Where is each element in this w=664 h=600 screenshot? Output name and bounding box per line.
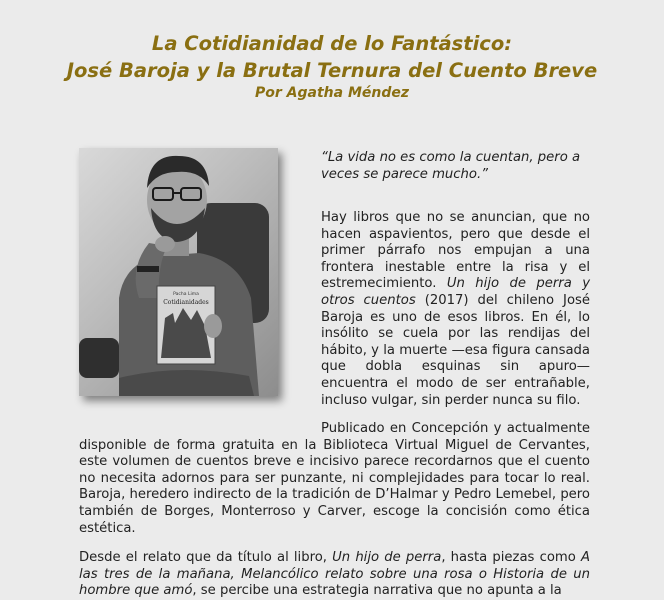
paragraph-1-book-title: Un hijo de perra y otros cuentos [321, 276, 590, 308]
article-title-line-2: José Baroja y la Brutal Ternura del Cuento Breve [66, 59, 598, 82]
photo-book-title-small: Pacha Lima [173, 292, 199, 297]
article-header [0, 30, 664, 102]
paragraph-3-story-title-1: Un hijo de perra [332, 550, 442, 565]
article-byline: Por Agatha Méndez [255, 85, 409, 101]
epigraph-quote: “La vida no es como la cuentan, pero a veces se parece mucho.” [321, 150, 581, 182]
paragraph-3-text-b: , hasta piezas como [441, 550, 581, 565]
photo-book-title-large: Cotidianidades [163, 299, 209, 306]
paragraph-3-story-titles: A las tres de la mañana, Melancólico relato sobre una rosa o Historia de un hombre que amó [79, 550, 591, 599]
paragraph-1-text-a: Hay libros que no se anuncian, que no hacen aspavientos, pero que desde el primer párrafo nos empujan a una frontera inestable entre la risa y el estremecimiento. [321, 210, 590, 292]
article-title-line-1: La Cotidianidad de lo Fantástico: [151, 32, 513, 55]
paragraph-2: Publicado en Concepción y actualmente disponible de forma gratuita en la Biblioteca Virtual Miguel de Cervantes, este volumen de cuentos breve e incisivo parece recordarnos que el cuento no necesita adornos para ser punzante, ni complejidades para tocar lo real. Baroja, heredero indirecto de la tradición de D’Halmar y Pedro Lemebel, pero también de Borges, Monterroso y Carver, escoge la concisión como ética estética. [79, 421, 590, 536]
paragraph-3 [79, 550, 590, 600]
author-photo [79, 148, 278, 396]
paragraph-1 [321, 210, 590, 409]
paragraph-3-text-a: Desde el relato que da título al libro, [79, 550, 333, 565]
paragraph-3-text-c: , se percibe una estrategia narrativa que no apunta a la [192, 583, 562, 599]
paragraph-1-text-b: (2017) del chileno José Baroja es uno de esos libros. En él, lo insólito se cuela por las rendijas del hábito, y la muerte —esa figura cansada que dobla esquinas sin apuro— encuentra el modo de ser entrañable, incluso vulgar, sin perder nunca su filo. [321, 292, 590, 408]
